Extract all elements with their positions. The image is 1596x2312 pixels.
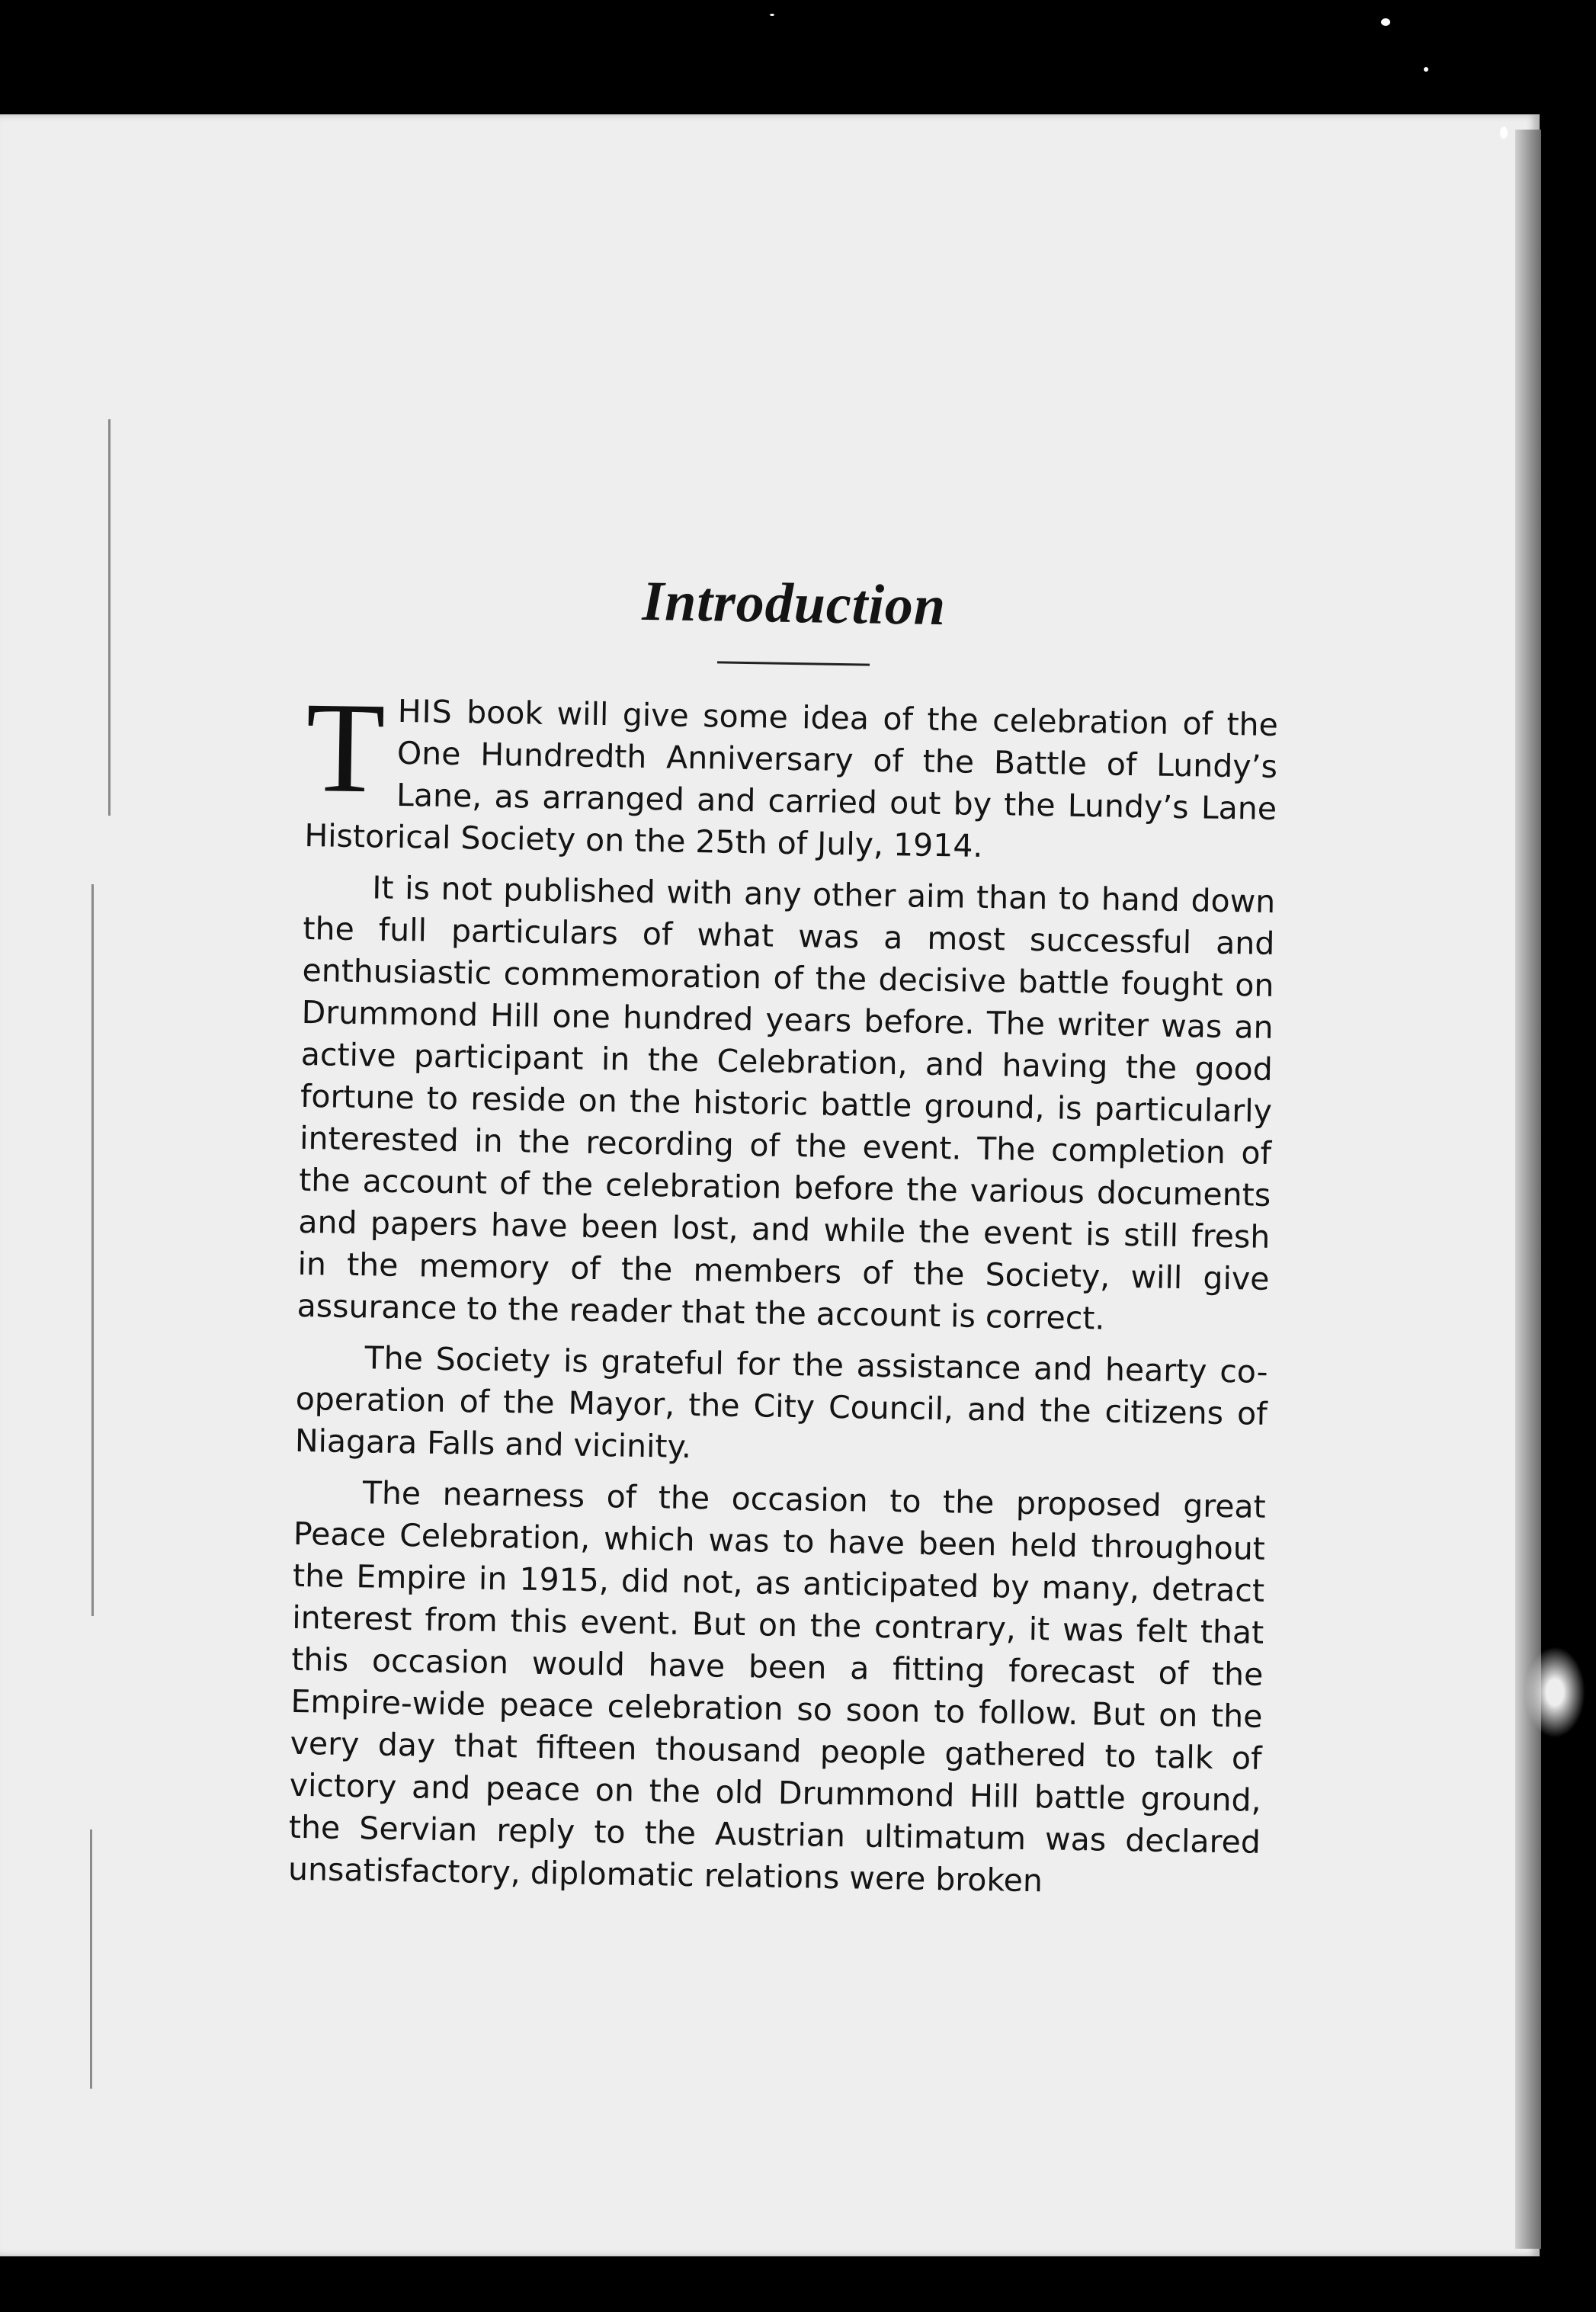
title-divider (717, 661, 870, 665)
introduction-page (287, 564, 1280, 1915)
gutter-mark (91, 884, 94, 1616)
page-edge-shadow (1515, 130, 1541, 2249)
paragraph-2: It is not published with any other aim than to hand down the full particulars of what was a most successful and enthusiastic commemoration of the decisive battle fought on Drummond Hill one hundred years before. The writer was an active participant in the Celebration, and having the good fortune to reside on the historic battle ground, is particularly interested in the recording of the event. The completion of the account of the celebration before the various documents and papers have been lost, and while the event is still fresh in the memory of the members of the Society, will give assurance to the reader that the account is correct. (296, 869, 1276, 1337)
paragraph-text: book will give some idea of the celebration of the One Hundredth Anniversary of the Battle of Lundy’s Lane, as arranged and carried out by the Lundy’s Lane Historical Society on the 25th of July, 1914. (304, 693, 1279, 864)
gutter-mark (90, 1829, 92, 2089)
page-edge-tear (1524, 1647, 1585, 1738)
paragraph-1 (304, 675, 1279, 872)
paragraph-lead: HIS (397, 692, 453, 730)
gutter-mark (108, 419, 111, 816)
page-title: Introduction (641, 569, 947, 638)
drop-cap: T (304, 675, 386, 820)
paragraph-4: The nearness of the occasion to the proposed great Peace Celebration, which was to have been held throughout the Empire in 1915, did not, as anticipated by many, detract interest from this event. But on the contrary, it was felt that this occasion would have been a fitting forecast of the Empire-wide peace celebration so soon to follow. But on the very day that fifteen thousand people gathered to talk of victory and peace on the old Drummond Hill battle ground, the Servian reply to the Austrian ultimatum was declared unsatisfactory, diplomatic relations were broken (287, 1474, 1267, 1900)
paragraph-3: The Society is grateful for the assistance and hearty co-operation of the Mayor, the City Council, and the citizens of Niagara Falls and vicinity. (294, 1339, 1268, 1466)
